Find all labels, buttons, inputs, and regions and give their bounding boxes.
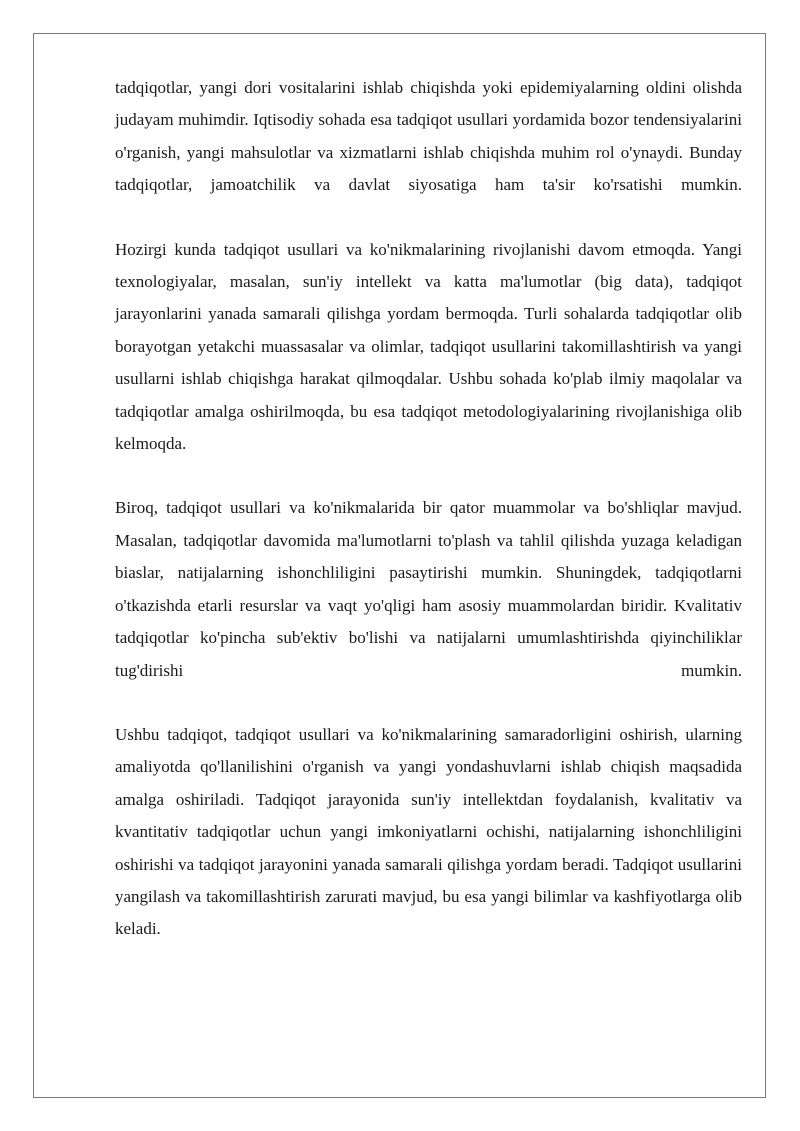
paragraph-2: Hozirgi kunda tadqiqot usullari va ko'nikmalarining rivojlanishi davom etmoqda. Yangi texnologiyalar, masalan, sun'iy intellekt va katta ma'lumotlar (big data), tadqiqot jarayonlarini yanada samarali qilishga yordam bermoqda. Turli sohalarda tadqiqotlar olib borayotgan yetakchi muassasalar va olimlar, tadqiqot usullarini takomillashtirish va yangi usullarni ishlab chiqishga harakat qilmoqdalar. Ushbu sohada ko'plab ilmiy maqolalar va tadqiqotlar amalga oshirilmoqda, bu esa tadqiqot metodologiyalarining rivojlanishiga olib kelmoqda. [115, 239, 742, 454]
paragraph-3: Biroq, tadqiqot usullari va ko'nikmalarida bir qator muammolar va bo'shliqlar mavjud. Masalan, tadqiqotlar davomida ma'lumotlarni to'plash va tahlil qilishda yuzaga keladigan biaslar, natijalarning ishonchliligini pasaytirishi mumkin. Shuningdek, tadqiqotlarni o'tkazishda etarli resurslar va vaqt yo'qligi ham asosiy muammolardan biridir. Kvalitativ tadqiqotlar ko'pincha sub'ektiv bo'lishi va natijalarni umumlashtirishda qiyinchiliklar tug'dirishi mumkin. [115, 498, 742, 680]
paragraph-1: tadqiqotlar, yangi dori vositalarini ishlab chiqishda yoki epidemiyalarning oldini olishda judayam muhimdir. Iqtisodiy sohada esa tadqiqot usullari yordamida bozor tendensiyalarini o'rganish, yangi mahsulotlar va xizmatlarni ishlab chiqishda muhim rol o'ynaydi. Bunday tadqiqotlar, jamoatchilik va davlat siyosatiga ham ta'sir ko'rsatishi mumkin. [115, 78, 742, 195]
document-body [115, 72, 742, 978]
paragraph-4: Ushbu tadqiqot, tadqiqot usullari va ko'nikmalarining samaradorligini oshirish, ularning amaliyotda qo'llanilishini o'rganish va yangi yondashuvlarni ishlab chiqish maqsadida amalga oshiriladi. Tadqiqot jarayonida sun'iy intellektdan foydalanish, kvalitativ va kvantitativ tadqiqotlar uchun yangi imkoniyatlarni ochishi, natijalarning ishonchliligini oshirishi va tadqiqot jarayonini yanada samarali qilishga yordam beradi. Tadqiqot usullarini yangilash va takomillashtirish zarurati mavjud, bu esa yangi bilimlar va kashfiyotlarga olib keladi. [115, 724, 742, 939]
